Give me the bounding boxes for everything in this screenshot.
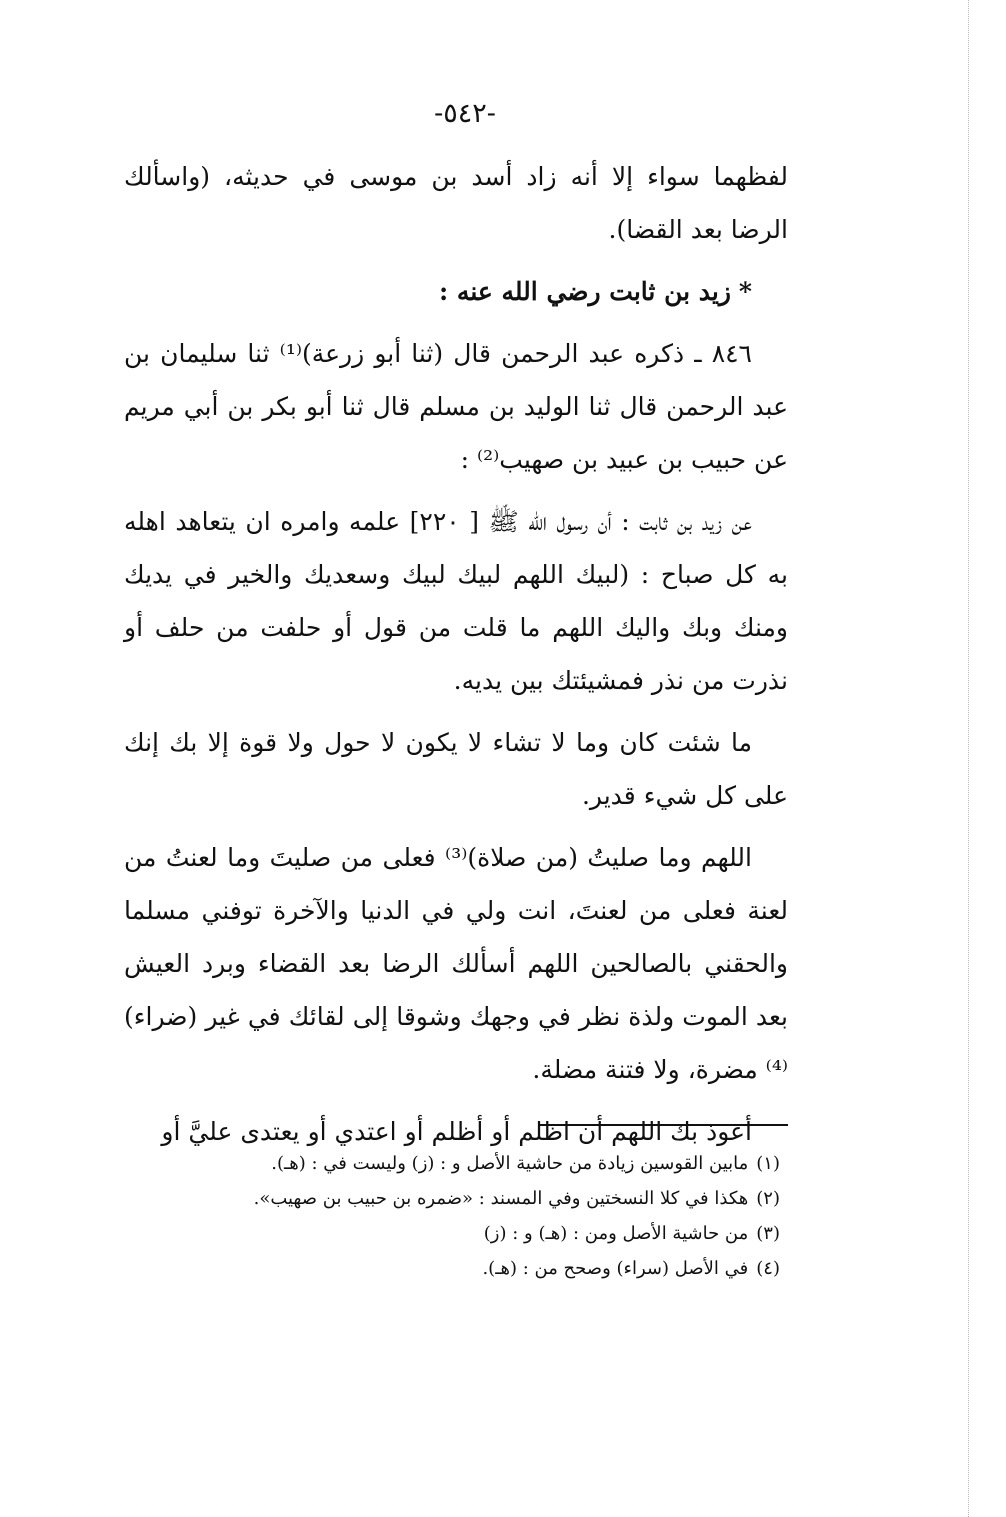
section-heading-text: زيد بن ثابت رضي الله عنه : — [439, 277, 731, 306]
hadith-text-paragraph: ما شئت كان وما لا تشاء لا يكون لا حول ولا قوة إلا بك إنك على كل شيء قدير. — [124, 728, 788, 810]
hadith-text-paragraph: أعوذ بك اللهم أن اظلم أو أظلم أو اعتدي أو يعتدى عليَّ أو — [161, 1117, 752, 1146]
footnotes — [124, 1146, 780, 1286]
footnote — [124, 1216, 780, 1251]
footnote-separator — [538, 1124, 788, 1126]
footnote-text: في الأصل (سراء) وصحح من : (هـ). — [482, 1258, 749, 1279]
main-text — [124, 150, 788, 1167]
hadith-text-paragraph: اللهم وما صليتُ (من صلاة)⁽³⁾ فعلى من صليتَ وما لعنتُ من لعنة فعلى من لعنتَ، انت ولي في الدنيا والآخرة توفني مسلما والحقني بالصالحين اللهم أسألك الرضا بعد القضاء وبرد العيش بعد الموت ولذة نظر في وجهك وشوقا إلى لقائك في غير (ضراء)⁽⁴⁾ مضرة، ولا فتنة مضلة. — [124, 843, 788, 1084]
footnote-text: هكذا في كلا النسختين وفي المسند : «ضمره بن حبيب بن صهيب». — [253, 1188, 749, 1209]
hadith-isnad-paragraph: ٨٤٦ ـ ذكره عبد الرحمن قال (ثنا أبو زرعة)⁽¹⁾ ثنا سليمان بن عبد الرحمن قال ثنا الوليد بن مسلم قال ثنا أبو بكر بن أبي مريم عن حبيب بن عبيد بن صهيب⁽²⁾ : — [124, 339, 788, 474]
heading-star-marker: * — [738, 277, 752, 306]
page-number: -٥٤٢- — [434, 98, 496, 129]
footnote-text: من حاشية الأصل ومن : (هـ) و : (ز) — [483, 1223, 749, 1244]
footnote-text: مابين القوسين زيادة من حاشية الأصل و : (ز) وليست في : (هـ). — [271, 1153, 749, 1174]
footnote — [124, 1251, 780, 1286]
footnote — [124, 1181, 780, 1216]
footnote-number: (٣) — [756, 1223, 780, 1244]
hadith-text-paragraph: عن زيد بن ثابت : أن رسول الله ﷺ [ ٢٢٠] علمه وامره ان يتعاهد اهله به كل صباح : (لبيك اللهم لبيك لبيك وسعديك والخير في يديك ومنك وبك واليك اللهم ما قلت من قول أو حلفت من حلف أو نذرت من نذر فمشيئتك بين يديه. — [124, 507, 788, 695]
footnote-number: (٢) — [756, 1188, 780, 1209]
paragraph-continuation: لفظهما سواء إلا أنه زاد أسد بن موسى في حديثه، (واسألك الرضا بعد القضا). — [124, 162, 788, 244]
section-heading — [124, 265, 788, 318]
footnote-number: (٤) — [756, 1258, 780, 1279]
page-edge-line — [968, 0, 970, 1517]
footnote-number: (١) — [756, 1153, 780, 1174]
footnote — [124, 1146, 780, 1181]
